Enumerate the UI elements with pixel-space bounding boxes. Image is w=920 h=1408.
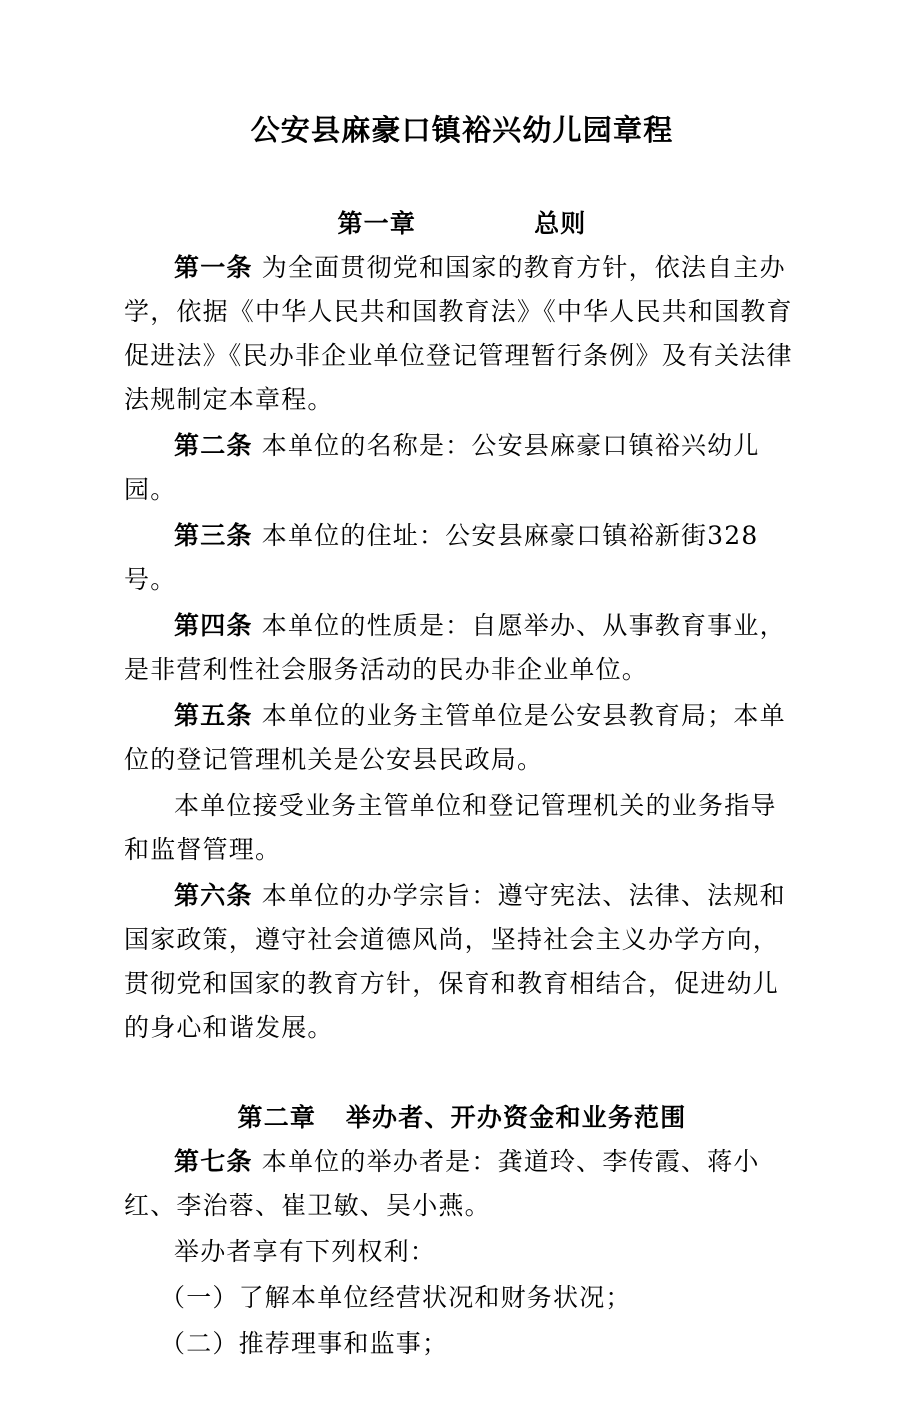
article-7 [124,1140,800,1228]
article-5 [124,694,800,782]
article-text: 本单位的性质是：自愿举办、从事教育事业，是非营利性社会服务活动的民办非企业单位。 [124,611,786,684]
chapter-name: 举办者、开办资金和业务范围 [345,1103,687,1132]
article-label: 第三条 [174,521,253,550]
article-4 [124,604,800,692]
chapter-2-heading [124,1096,800,1140]
chapter-name: 总则 [534,209,587,238]
article-text: 本单位的办学宗旨：遵守宪法、法律、法规和国家政策，遵守社会道德风尚，坚持社会主义办学方向，贯彻党和国家的教育方针，保育和教育相结合，促进幼儿的身心和谐发展。 [124,881,786,1042]
article-3 [124,514,800,602]
list-item-text: （二）推荐理事和监事； [160,1329,449,1358]
article-text: 本单位的名称是：公安县麻豪口镇裕兴幼儿园。 [124,431,760,504]
article-label: 第七条 [174,1147,253,1176]
list-item [124,1276,800,1320]
article-1 [124,246,800,422]
paragraph [124,1230,800,1274]
article-label: 第五条 [174,701,253,730]
list-item [124,1322,800,1366]
article-6 [124,874,800,1050]
article-label: 第二条 [174,431,253,460]
article-text: 本单位的住址：公安县麻豪口镇裕新街328号。 [124,521,759,594]
article-text: 本单位的举办者是：龚道玲、李传霞、蒋小红、李治蓉、崔卫敏、吴小燕。 [124,1147,760,1220]
chapter-number: 第二章 [237,1103,317,1132]
chapter-1-heading [124,202,800,246]
document-title: 公安县麻豪口镇裕兴幼儿园章程 [250,113,674,147]
paragraph [124,784,800,872]
article-label: 第四条 [174,611,253,640]
list-item-text: （一）了解本单位经营状况和财务状况； [160,1283,632,1312]
chapter-number: 第一章 [337,209,417,238]
paragraph-text: 举办者享有下列权利： [174,1237,437,1266]
article-label: 第一条 [174,253,253,282]
article-2 [124,424,800,512]
article-text: 为全面贯彻党和国家的教育方针，依法自主办学，依据《中华人民共和国教育法》《中华人民共和国教育促进法》《民办非企业单位登记管理暂行条例》及有关法律法规制定本章程。 [124,253,793,414]
paragraph-text: 本单位接受业务主管单位和登记管理机关的业务指导和监督管理。 [124,791,777,864]
article-label: 第六条 [174,881,253,910]
article-text: 本单位的业务主管单位是公安县教育局；本单位的登记管理机关是公安县民政局。 [124,701,786,774]
